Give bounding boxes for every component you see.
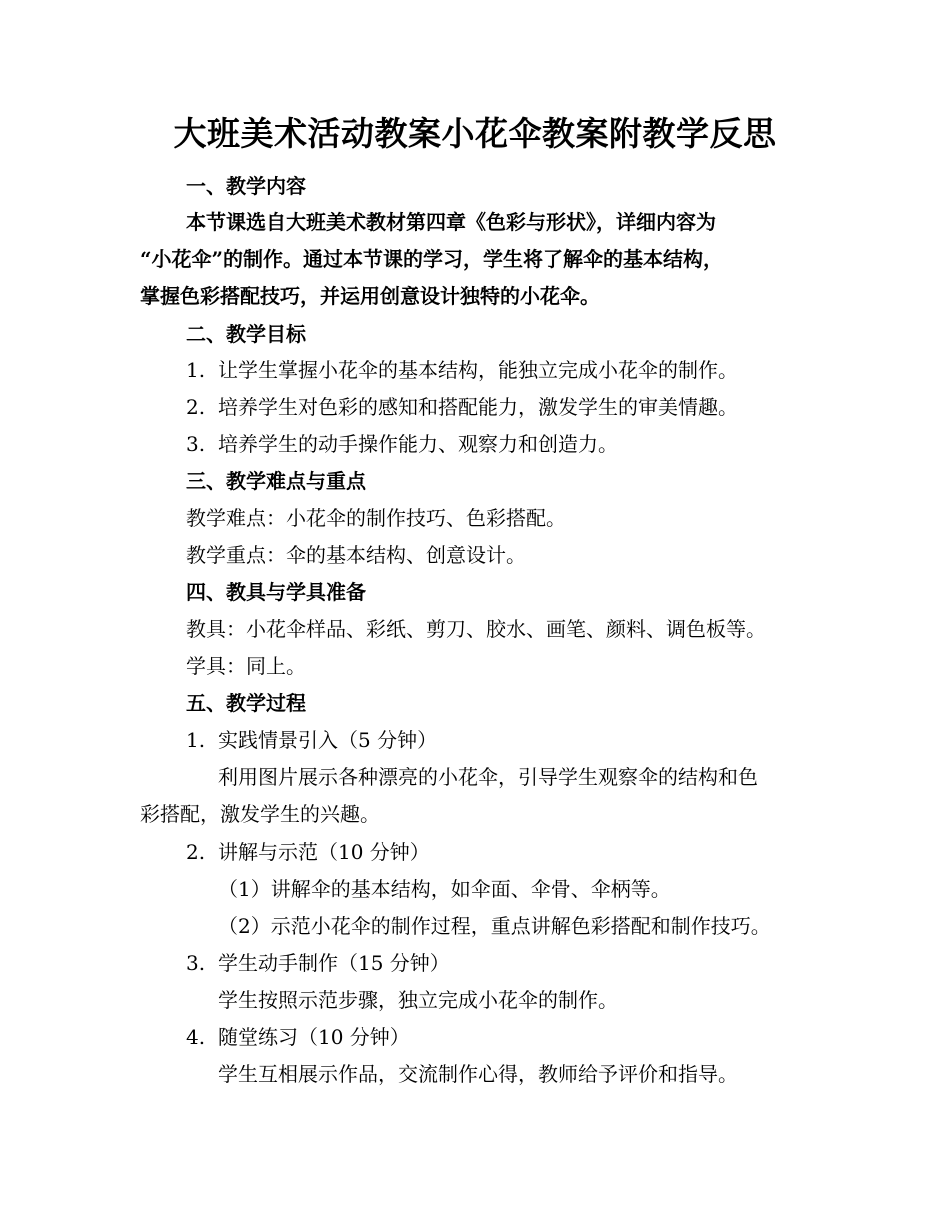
teacher-tools-text: 教具：小花伞样品、彩纸、剪刀、胶水、画笔、颜料、调色板等。 [186, 617, 766, 641]
process-step-1-body-line-1: 利用图片展示各种漂亮的小花伞，引导学生观察伞的结构和色 [218, 765, 758, 789]
focus-text: 教学重点：伞的基本结构、创意设计。 [186, 543, 526, 567]
section-heading-difficulties: 三、教学难点与重点 [186, 469, 366, 493]
list-text: 实践情景引入（5 分钟） [218, 728, 438, 752]
list-number: 3. [186, 432, 206, 456]
content-paragraph-line-2: “小花伞”的制作。通过本节课的学习，学生将了解伞的基本结构， [140, 247, 724, 271]
list-text: 培养学生的动手操作能力、观察力和创造力。 [218, 432, 618, 456]
list-text: 学生动手制作（15 分钟） [218, 951, 450, 975]
list-number: 1. [186, 728, 206, 752]
list-number: 2. [186, 395, 206, 419]
student-tools-text: 学具：同上。 [186, 654, 306, 678]
list-number: 2. [186, 840, 206, 864]
process-step-2-title [186, 838, 430, 866]
section-heading-content: 一、教学内容 [186, 174, 306, 198]
process-step-3-body: 学生按照示范步骤，独立完成小花伞的制作。 [218, 988, 618, 1012]
objective-item-1 [186, 356, 738, 384]
process-step-4-body: 学生互相展示作品，交流制作心得，教师给予评价和指导。 [218, 1062, 738, 1086]
section-heading-materials: 四、教具与学具准备 [186, 580, 366, 604]
list-text: 让学生掌握小花伞的基本结构，能独立完成小花伞的制作。 [218, 358, 738, 382]
list-text: 讲解与示范（10 分钟） [218, 840, 430, 864]
process-step-4-title [186, 1023, 410, 1051]
list-number: 1. [186, 358, 206, 382]
objective-item-2 [186, 393, 738, 421]
list-text: 随堂练习（10 分钟） [218, 1025, 410, 1049]
section-heading-process: 五、教学过程 [186, 691, 306, 715]
section-heading-objectives: 二、教学目标 [186, 322, 306, 346]
process-step-1-body-line-2: 彩搭配，激发学生的兴趣。 [140, 802, 380, 826]
list-number: 3. [186, 951, 206, 975]
process-step-1-title [186, 726, 437, 754]
difficulty-text: 教学难点：小花伞的制作技巧、色彩搭配。 [186, 506, 566, 530]
document-title: 大班美术活动教案小花伞教案附教学反思 [173, 114, 777, 153]
list-number: 4. [186, 1025, 206, 1049]
process-step-2-sub-1: （1）讲解伞的基本结构，如伞面、伞骨、伞柄等。 [218, 877, 671, 901]
process-step-3-title [186, 949, 450, 977]
process-step-2-sub-2: （2）示范小花伞的制作过程，重点讲解色彩搭配和制作技巧。 [218, 914, 771, 938]
content-paragraph-line-1: 本节课选自大班美术教材第四章《色彩与形状》，详细内容为 [186, 210, 716, 234]
objective-item-3 [186, 430, 618, 458]
list-text: 培养学生对色彩的感知和搭配能力，激发学生的审美情趣。 [218, 395, 738, 419]
content-paragraph-line-3: 掌握色彩搭配技巧，并运用创意设计独特的小花伞。 [140, 284, 600, 308]
